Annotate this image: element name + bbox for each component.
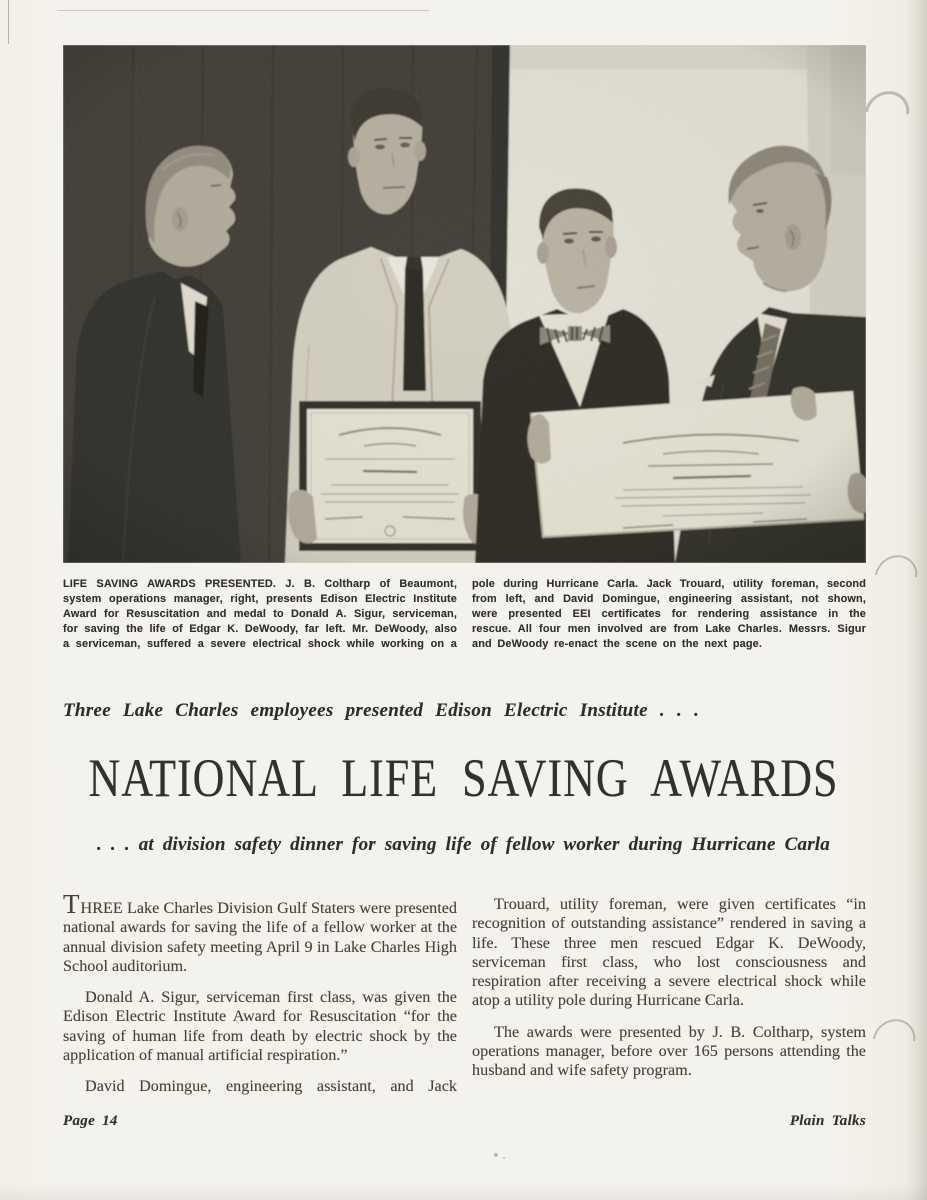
raised-initial-cap: T bbox=[63, 889, 81, 919]
lead-paragraph bbox=[63, 889, 457, 976]
footer-page-number: Page 14 bbox=[63, 1113, 118, 1129]
paragraph: The awards were presented by J. B. Coltharp, system operations manager, before over 165 persons attending the husband and wife safety program. bbox=[472, 1022, 866, 1080]
photo-caption-left: LIFE SAVING AWARDS PRESENTED. J. B. Coltharp of Beaumont, system operations manager, right, presents Edison Electric Institute Award for Resuscitation and medal to Donald A. Sigur, serviceman, for saving the life of Edgar K. DeWoody, far left. Mr. DeWoody, also a serviceman, suffered a severe electrical shock while working on a bbox=[63, 578, 457, 650]
paragraph: David Domingue, engineering assistant, and Jack bbox=[85, 1077, 457, 1096]
subhead-line: . . . at division safety dinner for saving life of fellow worker during Hurricane Carla bbox=[97, 834, 830, 855]
paragraph: Donald A. Sigur, serviceman first class, was given the Edison Electric Institute Award for Resuscitation “for the saving of human life from death by electric shock by the application of manual artificial respiration.” bbox=[63, 988, 457, 1065]
paragraph: Trouard, utility foreman, were given certificates “in recognition of outstanding assistance” rendered in saving a life. These three men rescued Edgar K. DeWoody, serviceman first class, who lost consciousness and respiration after receiving a severe electrical shock while atop a utility pole during Hurricane Carla. bbox=[472, 895, 866, 1010]
scan-edge-line bbox=[8, 0, 9, 44]
scan-smudge bbox=[494, 1153, 498, 1157]
article-column-left bbox=[63, 889, 457, 1109]
punch-hole-mark bbox=[866, 547, 925, 606]
headline: NATIONAL LIFE SAVING AWARDS bbox=[88, 748, 839, 808]
kicker-line: Three Lake Charles employees presented Edison Electric Institute . . . bbox=[63, 700, 700, 721]
article-body bbox=[63, 889, 866, 1109]
page-footer bbox=[63, 1113, 866, 1130]
article-column-right bbox=[472, 895, 866, 1109]
scan-artifact-line bbox=[57, 10, 429, 11]
photo-caption-right: pole during Hurricane Carla. Jack Trouard, utility foreman, second from left, and David Domingue, engineering assistant, not shown, were presented EEI certificates for rendering assistance in the rescue. All four men involved are from Lake Charles. Messrs. Sigur and DeWoody re-enact the scene on the next page. bbox=[472, 578, 866, 650]
footer-magazine-title: Plain Talks bbox=[789, 1113, 866, 1129]
lead-paragraph-text: HREE Lake Charles Division Gulf Staters were presented national awards for saving the life of a fellow worker at the annual division safety meeting April 9 in Lake Charles High School auditorium. bbox=[63, 899, 457, 975]
photo-caption bbox=[63, 577, 866, 652]
photo-illustration bbox=[63, 45, 866, 563]
punch-hole-mark bbox=[864, 1011, 923, 1070]
award-presentation-photo bbox=[63, 45, 866, 563]
